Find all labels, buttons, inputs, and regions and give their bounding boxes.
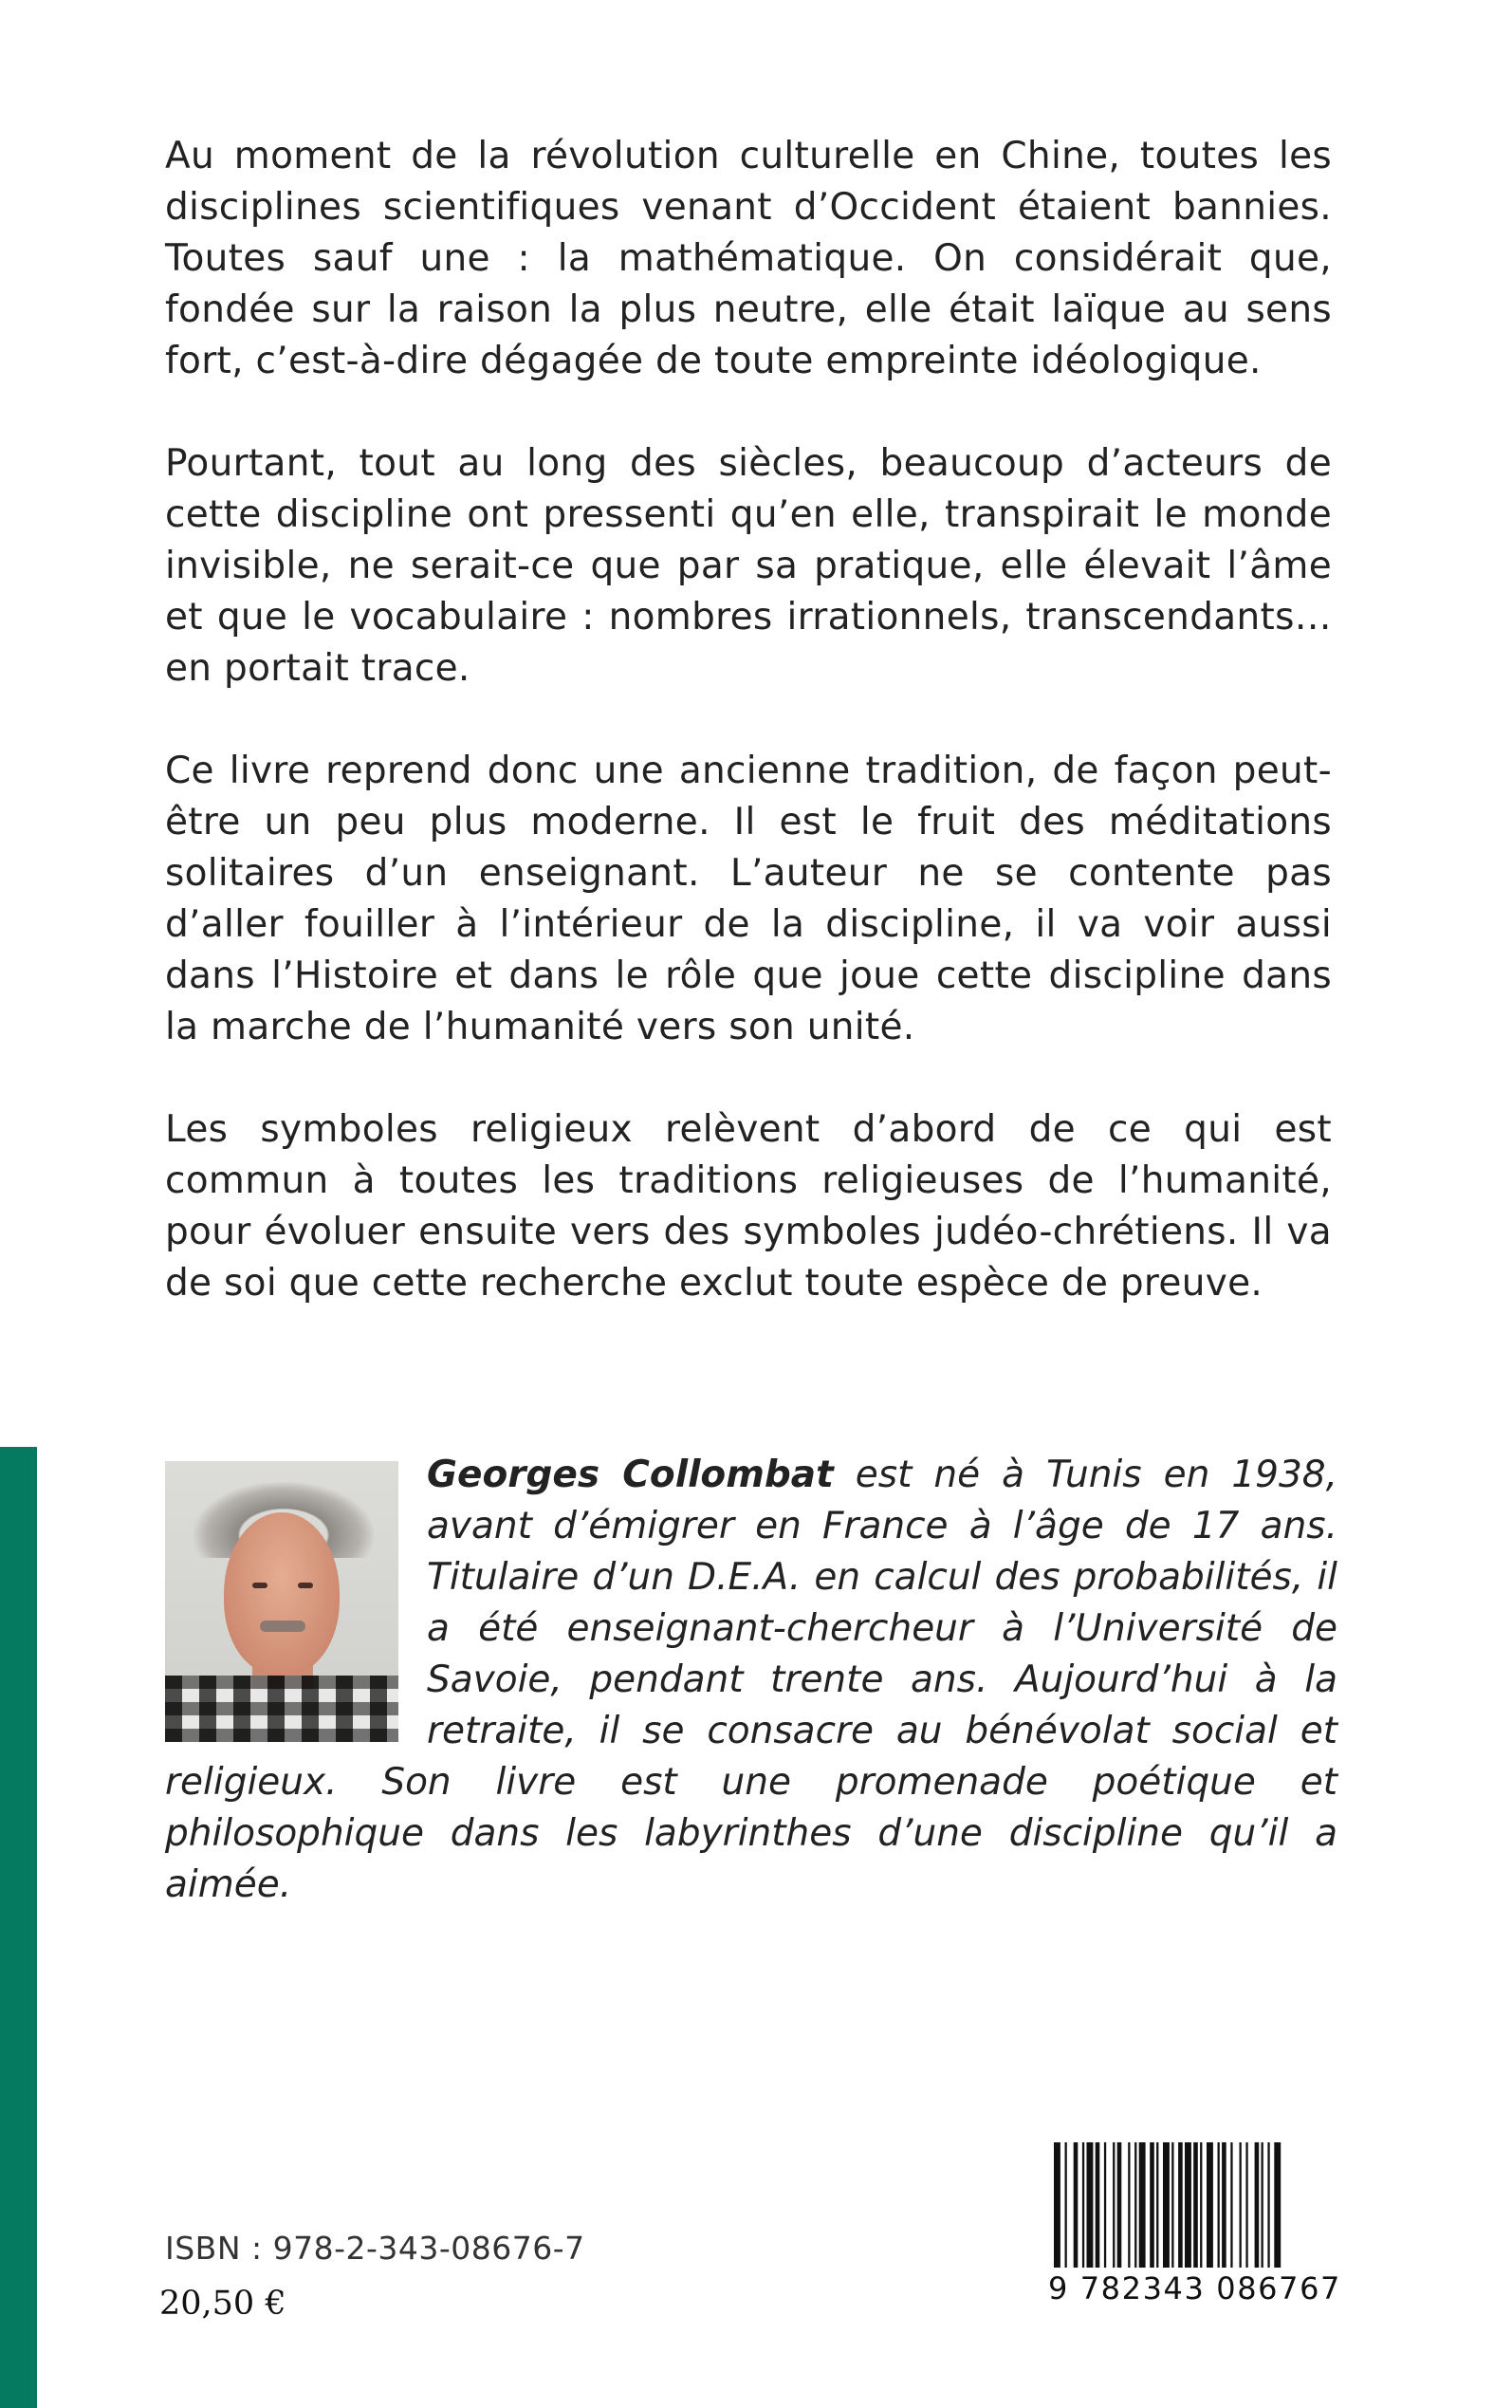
author-bio-text: est né à Tunis en 1938, avant d’émigrer en France à l’âge de 17 ans. Titulaire d’un D.E.A. en calcul des probabilités, il a été enseignant-chercheur à l’Université de Savoie, pendant trente ans. Aujourd’hui à la retraite, il se consacre au bénévolat social et religieux. Son livre est une promenade poétique et philosophique dans les labyrinthes d’une discipline qu’il a aimée. bbox=[165, 1454, 1338, 1906]
blurb-paragraph-4: Les symboles religieux relèvent d’abord de ce qui est commun à toutes les traditions religieuses de l’humanité, pour évoluer ensuite vers des symboles judéo-chrétiens. Il va de soi que cette recherche exclut toute espèce de preuve. bbox=[165, 1108, 1332, 1305]
accent-band bbox=[0, 1447, 37, 2408]
blurb-paragraph-1: Au moment de la révolution culturelle en Chine, toutes les disciplines scientifiques venant d’Occident étaient bannies. Toutes sauf une : la mathématique. On considérait que, fondée sur la raison la plus neutre, elle était laïque au sens fort, c’est-à-dire dégagée de toute empreinte idéologique. bbox=[165, 135, 1332, 382]
back-cover-blurb bbox=[165, 131, 1332, 1361]
barcode-digits: 9 782343 086767 bbox=[1046, 2268, 1343, 2309]
isbn: ISBN : 978-2-343-08676-7 bbox=[165, 2230, 585, 2267]
author-photo bbox=[165, 1461, 398, 1742]
author-name: Georges Collombat bbox=[427, 1454, 834, 1496]
author-biography bbox=[165, 1450, 1337, 1911]
blurb-paragraph-3: Ce livre reprend donc une ancienne tradition, de façon peut-être un peu plus moderne. Il est le fruit des méditations solitaires d’un enseignant. L’auteur ne se contente pas d’aller fouiller à l’intérieur de la discipline, il va voir aussi dans l’Histoire et dans le rôle que joue cette discipline dans la marche de l’humanité vers son unité. bbox=[165, 750, 1332, 1048]
blurb-paragraph-2: Pourtant, tout au long des siècles, beaucoup d’acteurs de cette discipline ont pressenti qu’en elle, transpirait le monde invisible, ne serait-ce que par sa pratique, elle élevait l’âme et que le vocabulaire : nombres irrationnels, transcendants… en portait trace. bbox=[165, 442, 1332, 690]
price: 20,50 € bbox=[159, 2285, 286, 2323]
